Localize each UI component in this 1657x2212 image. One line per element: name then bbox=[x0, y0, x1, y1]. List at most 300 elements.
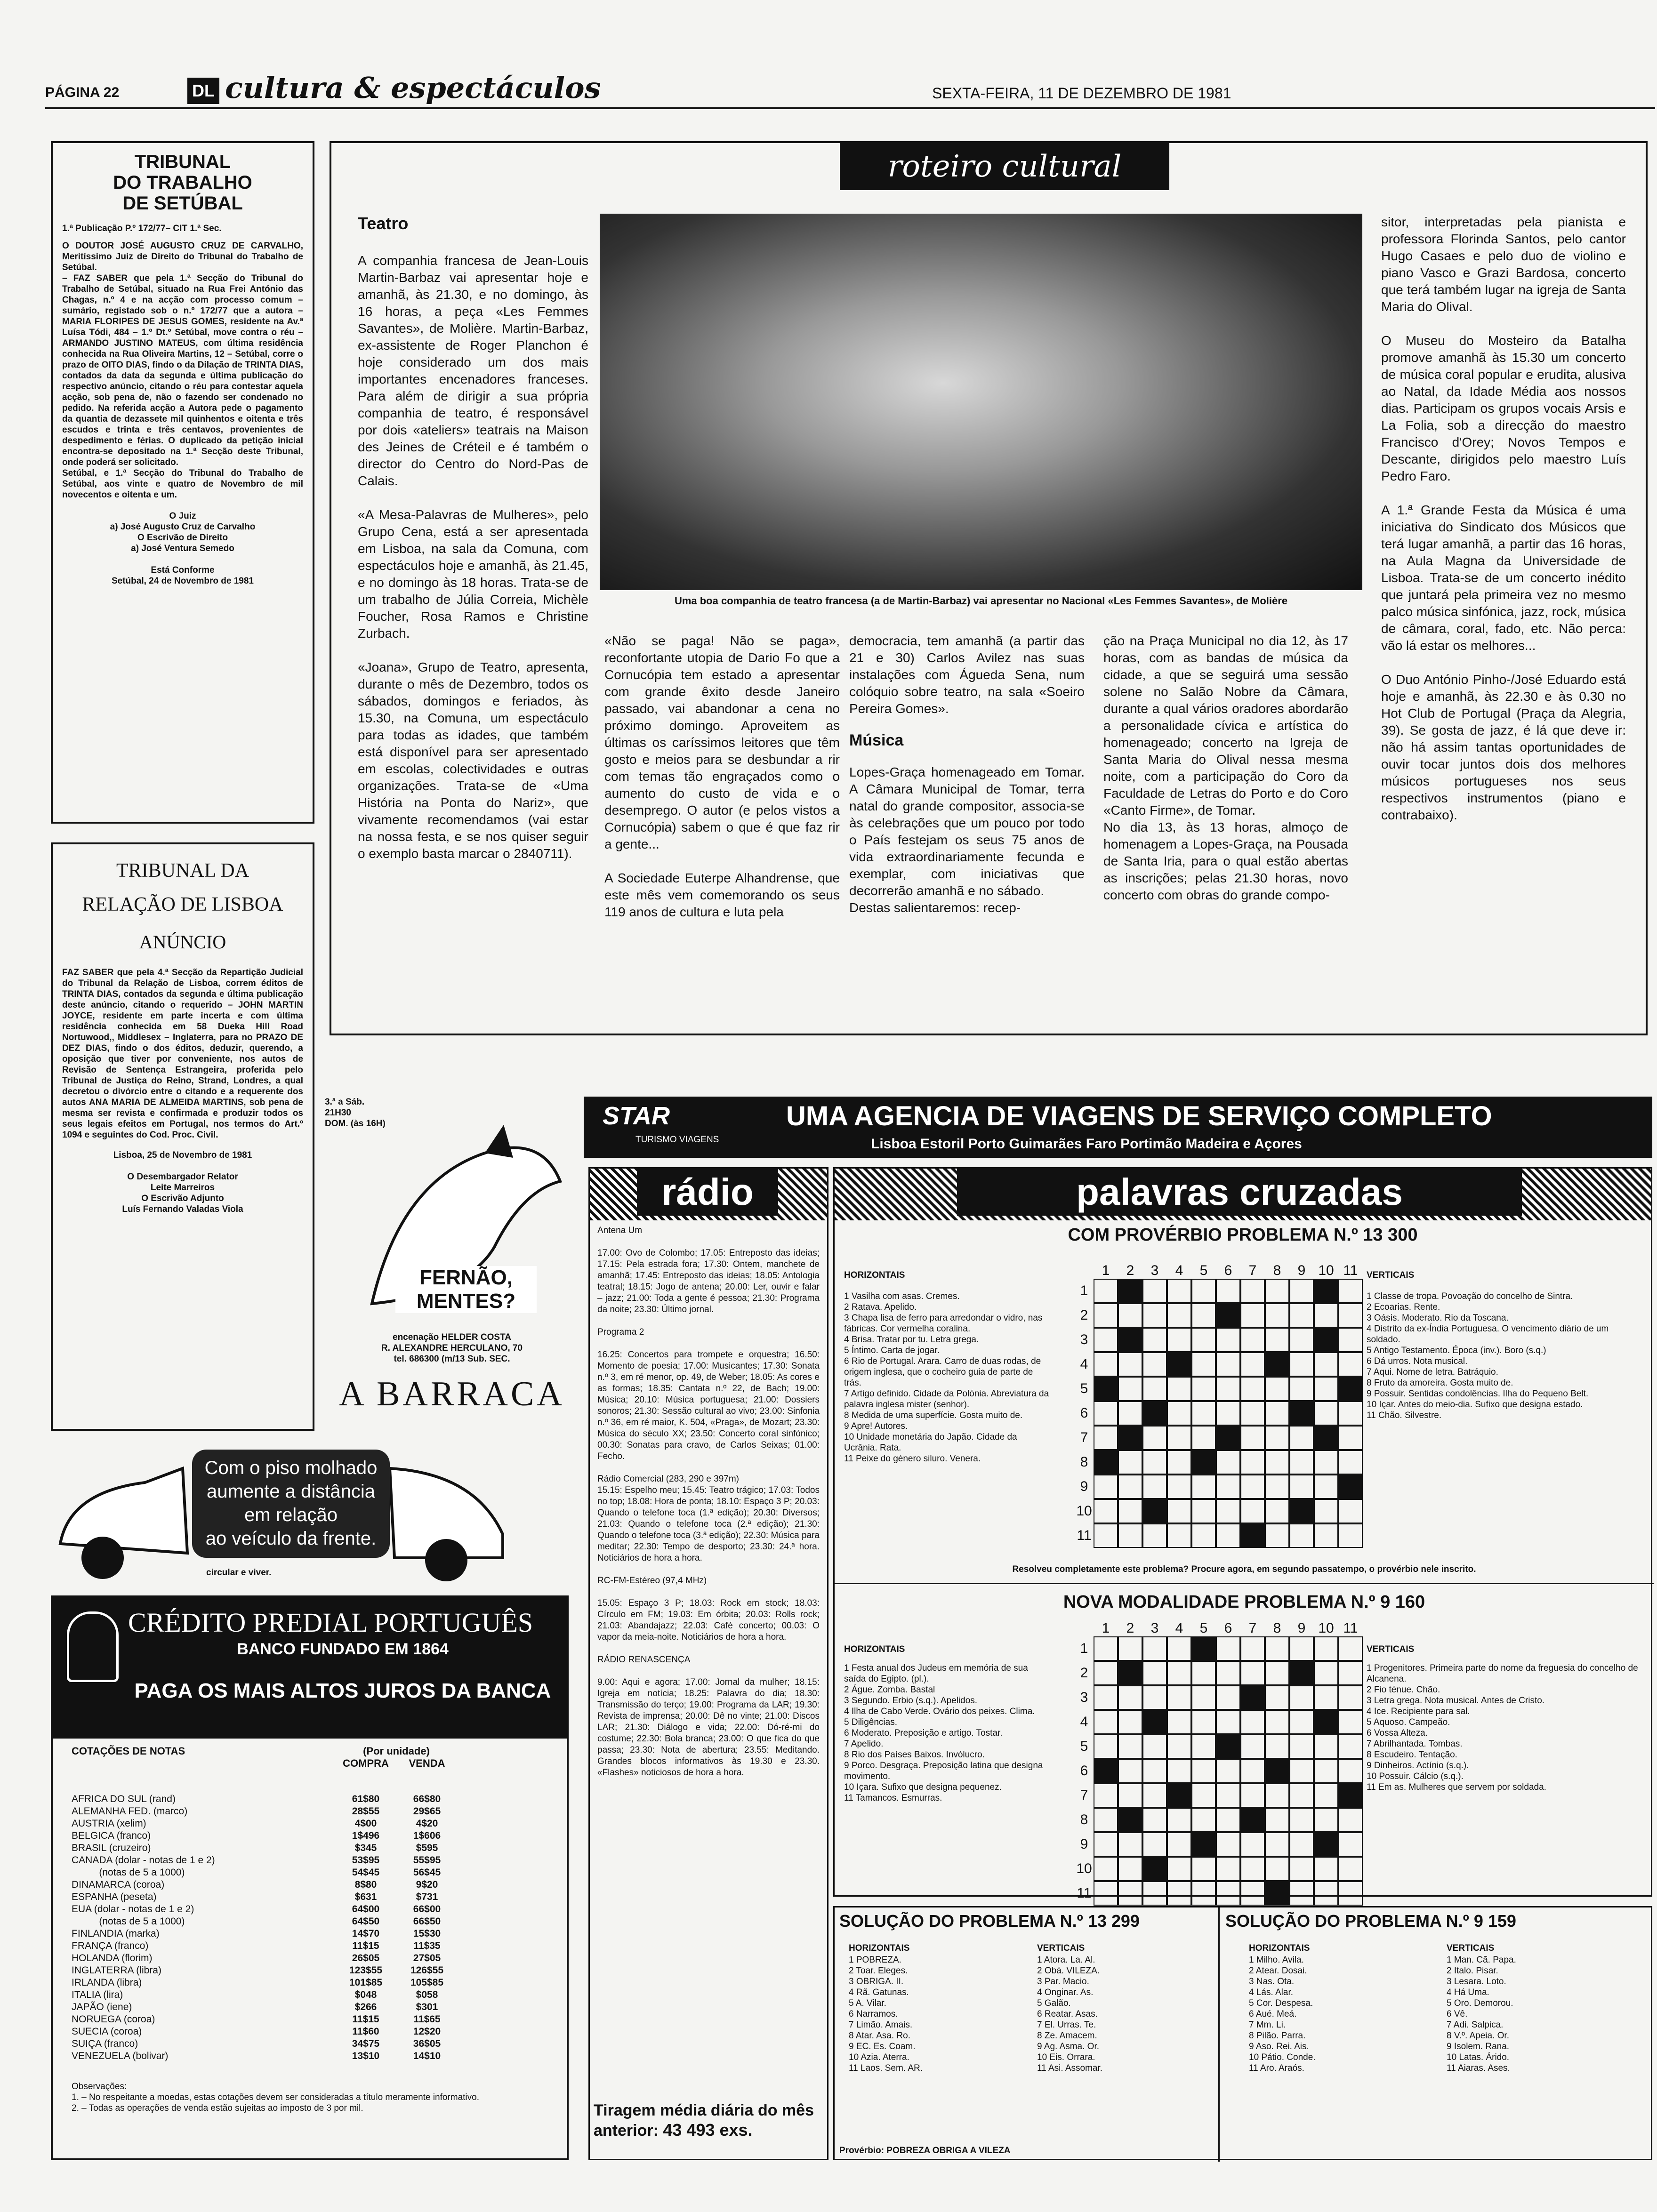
grid-cell[interactable] bbox=[1094, 1857, 1118, 1881]
grid-cell[interactable] bbox=[1289, 1303, 1314, 1328]
grid-cell[interactable] bbox=[1265, 1636, 1289, 1661]
grid-cell[interactable] bbox=[1265, 1499, 1289, 1523]
row-number: 10 bbox=[1076, 1503, 1092, 1519]
grid-cell[interactable] bbox=[1216, 1685, 1240, 1710]
notice-signature: Lisboa, 25 de Novembro de 1981 O Desembargador Relator Leite Marreiros O Escrivão Adjunto Luís Fernando Valadas Viola bbox=[113, 1150, 252, 1214]
table-unit: (Por unidade) bbox=[363, 1745, 430, 1757]
grid-cell[interactable] bbox=[1167, 1303, 1191, 1328]
grid-cell[interactable] bbox=[1142, 1303, 1167, 1328]
grid-cell[interactable] bbox=[1094, 1881, 1118, 1906]
grid-cell[interactable] bbox=[1142, 1636, 1167, 1661]
grid-cell[interactable] bbox=[1191, 1661, 1216, 1685]
grid-cell[interactable] bbox=[1118, 1685, 1142, 1710]
grid-cell[interactable] bbox=[1240, 1636, 1265, 1661]
grid-cell[interactable] bbox=[1118, 1832, 1142, 1857]
grid-cell[interactable] bbox=[1314, 1523, 1338, 1548]
grid-cell[interactable] bbox=[1216, 1636, 1240, 1661]
grid-cell[interactable] bbox=[1289, 1636, 1314, 1661]
grid-cell[interactable] bbox=[1167, 1426, 1191, 1450]
grid-cell[interactable] bbox=[1338, 1710, 1363, 1734]
grid-cell[interactable] bbox=[1314, 1661, 1338, 1685]
grid-cell[interactable] bbox=[1216, 1450, 1240, 1475]
grid-cell[interactable] bbox=[1240, 1328, 1265, 1352]
grid-cell[interactable] bbox=[1338, 1377, 1363, 1401]
grid-cell[interactable] bbox=[1118, 1759, 1142, 1783]
credito-predial-ad bbox=[51, 1595, 569, 2160]
grid-cell[interactable] bbox=[1118, 1401, 1142, 1426]
grid-cell[interactable] bbox=[1167, 1279, 1191, 1303]
grid-cell[interactable] bbox=[1338, 1475, 1363, 1499]
grid-cell[interactable] bbox=[1240, 1808, 1265, 1832]
grid-cell[interactable] bbox=[1094, 1636, 1118, 1661]
grid-cell[interactable] bbox=[1118, 1636, 1142, 1661]
sell-head: VENDA bbox=[409, 1757, 445, 1769]
grid-cell[interactable] bbox=[1118, 1426, 1142, 1450]
grid-cell[interactable] bbox=[1118, 1710, 1142, 1734]
grid-cell[interactable] bbox=[1142, 1685, 1167, 1710]
grid-cell[interactable] bbox=[1240, 1759, 1265, 1783]
grid-cell[interactable] bbox=[1118, 1303, 1142, 1328]
grid-cell[interactable] bbox=[1240, 1475, 1265, 1499]
grid-cell[interactable] bbox=[1289, 1401, 1314, 1426]
grid-cell[interactable] bbox=[1216, 1857, 1240, 1881]
grid-cell[interactable] bbox=[1094, 1401, 1118, 1426]
grid-cell[interactable] bbox=[1118, 1352, 1142, 1377]
grid-cell[interactable] bbox=[1265, 1377, 1289, 1401]
grid-cell[interactable] bbox=[1240, 1685, 1265, 1710]
sell-rate: 66$80 bbox=[413, 1794, 441, 1804]
grid-cell[interactable] bbox=[1289, 1499, 1314, 1523]
column-number: 9 bbox=[1297, 1263, 1306, 1278]
grid-cell[interactable] bbox=[1216, 1783, 1240, 1808]
grid-cell[interactable] bbox=[1240, 1352, 1265, 1377]
notice-signature: O Juiz a) José Augusto Cruz de Carvalho O Escrivão de Direito a) José Ventura Semedo Está Conforme Setúbal, 24 de Novembro de 1981 bbox=[110, 511, 256, 586]
grid-cell[interactable] bbox=[1338, 1808, 1363, 1832]
grid-cell[interactable] bbox=[1094, 1475, 1118, 1499]
grid-cell[interactable] bbox=[1094, 1328, 1118, 1352]
grid-cell[interactable] bbox=[1094, 1661, 1118, 1685]
grid-cell[interactable] bbox=[1338, 1759, 1363, 1783]
currency-name: (notas de 5 a 1000) bbox=[72, 1916, 185, 1927]
grid-cell[interactable] bbox=[1142, 1450, 1167, 1475]
grid-cell[interactable] bbox=[1314, 1450, 1338, 1475]
grid-cell[interactable] bbox=[1338, 1685, 1363, 1710]
grid-cell[interactable] bbox=[1191, 1759, 1216, 1783]
grid-cell[interactable] bbox=[1191, 1377, 1216, 1401]
grid-cell[interactable] bbox=[1265, 1759, 1289, 1783]
grid-cell[interactable] bbox=[1216, 1881, 1240, 1906]
currency-name: ESPANHA (peseta) bbox=[72, 1891, 157, 1902]
grid-cell[interactable] bbox=[1094, 1783, 1118, 1808]
grid-cell[interactable] bbox=[1191, 1279, 1216, 1303]
grid-cell[interactable] bbox=[1094, 1710, 1118, 1734]
grid-cell[interactable] bbox=[1314, 1881, 1338, 1906]
grid-cell[interactable] bbox=[1142, 1279, 1167, 1303]
bank-name: CRÉDITO PREDIAL PORTUGUÊS bbox=[128, 1607, 533, 1638]
problem2-heading: NOVA MODALIDADE PROBLEMA N.º 9 160 bbox=[1063, 1592, 1425, 1612]
grid-cell[interactable] bbox=[1240, 1303, 1265, 1328]
grid-cell[interactable] bbox=[1118, 1734, 1142, 1759]
grid-cell[interactable] bbox=[1314, 1499, 1338, 1523]
grid-cell[interactable] bbox=[1167, 1661, 1191, 1685]
grid-cell[interactable] bbox=[1314, 1401, 1338, 1426]
grid-cell[interactable] bbox=[1216, 1759, 1240, 1783]
grid-cell[interactable] bbox=[1289, 1475, 1314, 1499]
grid-cell[interactable] bbox=[1142, 1523, 1167, 1548]
grid-cell[interactable] bbox=[1338, 1401, 1363, 1426]
grid-cell[interactable] bbox=[1094, 1808, 1118, 1832]
grid-cell[interactable] bbox=[1191, 1636, 1216, 1661]
grid-cell[interactable] bbox=[1265, 1832, 1289, 1857]
page-date: SEXTA-FEIRA, 11 DE DEZEMBRO DE 1981 bbox=[932, 85, 1231, 102]
grid-cell[interactable] bbox=[1338, 1450, 1363, 1475]
grid-cell[interactable] bbox=[1142, 1783, 1167, 1808]
grid-cell[interactable] bbox=[1216, 1328, 1240, 1352]
grid-cell[interactable] bbox=[1338, 1499, 1363, 1523]
ad-line: em relação bbox=[244, 1505, 338, 1525]
grid-cell[interactable] bbox=[1191, 1832, 1216, 1857]
grid-cell[interactable] bbox=[1216, 1734, 1240, 1759]
bank-logo-icon bbox=[67, 1611, 119, 1682]
grid-cell[interactable] bbox=[1314, 1328, 1338, 1352]
grid-cell[interactable] bbox=[1142, 1710, 1167, 1734]
grid-cell[interactable] bbox=[1265, 1279, 1289, 1303]
grid-cell[interactable] bbox=[1265, 1303, 1289, 1328]
currency-name: IRLANDA (libra) bbox=[72, 1977, 142, 1988]
grid-cell[interactable] bbox=[1191, 1328, 1216, 1352]
grid-cell[interactable] bbox=[1240, 1279, 1265, 1303]
grid-cell[interactable] bbox=[1240, 1881, 1265, 1906]
grid-cell[interactable] bbox=[1314, 1734, 1338, 1759]
grid-cell[interactable] bbox=[1118, 1523, 1142, 1548]
grid-cell[interactable] bbox=[1338, 1783, 1363, 1808]
grid-cell[interactable] bbox=[1289, 1661, 1314, 1685]
buy-rate: 123$55 bbox=[349, 1965, 383, 1976]
grid-cell[interactable] bbox=[1338, 1661, 1363, 1685]
grid-cell[interactable] bbox=[1094, 1499, 1118, 1523]
crossword-title: palavras cruzadas bbox=[957, 1169, 1522, 1216]
s2-vert-head: VERTICAIS bbox=[1447, 1943, 1495, 1953]
grid-cell[interactable] bbox=[1289, 1759, 1314, 1783]
grid-cell[interactable] bbox=[1314, 1636, 1338, 1661]
grid-cell[interactable] bbox=[1142, 1857, 1167, 1881]
grid-cell[interactable] bbox=[1289, 1685, 1314, 1710]
grid-cell[interactable] bbox=[1314, 1377, 1338, 1401]
grid-cell[interactable] bbox=[1338, 1857, 1363, 1881]
row-number: 11 bbox=[1077, 1528, 1092, 1543]
grid-cell[interactable] bbox=[1167, 1475, 1191, 1499]
grid-cell[interactable] bbox=[1265, 1881, 1289, 1906]
section-logo: DL bbox=[187, 78, 219, 104]
grid-cell[interactable] bbox=[1216, 1279, 1240, 1303]
grid-cell[interactable] bbox=[1167, 1783, 1191, 1808]
row-number: 3 bbox=[1080, 1690, 1088, 1705]
rate-row bbox=[72, 2013, 548, 2026]
grid-cell[interactable] bbox=[1167, 1759, 1191, 1783]
grid-cell[interactable] bbox=[1216, 1661, 1240, 1685]
grid-cell[interactable] bbox=[1094, 1352, 1118, 1377]
grid-cell[interactable] bbox=[1142, 1734, 1167, 1759]
grid-cell[interactable] bbox=[1167, 1857, 1191, 1881]
grid-cell[interactable] bbox=[1118, 1377, 1142, 1401]
grid-cell[interactable] bbox=[1216, 1303, 1240, 1328]
grid-cell[interactable] bbox=[1216, 1523, 1240, 1548]
table-head: COTAÇÕES DE NOTAS bbox=[72, 1745, 185, 1757]
barraca-ad bbox=[325, 1097, 579, 1426]
column-number: 5 bbox=[1199, 1620, 1208, 1636]
grid-cell[interactable] bbox=[1240, 1450, 1265, 1475]
grid-cell[interactable] bbox=[1094, 1303, 1118, 1328]
grid-cell[interactable] bbox=[1167, 1808, 1191, 1832]
grid-cell[interactable] bbox=[1314, 1475, 1338, 1499]
grid-cell[interactable] bbox=[1338, 1523, 1363, 1548]
sell-rate: 14$10 bbox=[413, 2051, 441, 2061]
grid-cell[interactable] bbox=[1094, 1759, 1118, 1783]
grid-cell[interactable] bbox=[1338, 1426, 1363, 1450]
grid-cell[interactable] bbox=[1314, 1710, 1338, 1734]
grid-cell[interactable] bbox=[1265, 1328, 1289, 1352]
rate-row bbox=[72, 1879, 548, 1891]
grid-cell[interactable] bbox=[1191, 1734, 1216, 1759]
grid-cell[interactable] bbox=[1338, 1832, 1363, 1857]
grid-cell[interactable] bbox=[1314, 1426, 1338, 1450]
grid-cell[interactable] bbox=[1338, 1636, 1363, 1661]
grid-cell[interactable] bbox=[1142, 1499, 1167, 1523]
row-number: 3 bbox=[1080, 1332, 1088, 1347]
grid-cell[interactable] bbox=[1338, 1328, 1363, 1352]
grid-cell[interactable] bbox=[1314, 1685, 1338, 1710]
grid-cell[interactable] bbox=[1191, 1401, 1216, 1426]
grid-cell[interactable] bbox=[1191, 1475, 1216, 1499]
grid-cell[interactable] bbox=[1289, 1279, 1314, 1303]
grid-cell[interactable] bbox=[1167, 1450, 1191, 1475]
grid-cell[interactable] bbox=[1216, 1352, 1240, 1377]
grid-cell[interactable] bbox=[1167, 1710, 1191, 1734]
grid-cell[interactable] bbox=[1240, 1734, 1265, 1759]
grid-cell[interactable] bbox=[1167, 1377, 1191, 1401]
grid-cell[interactable] bbox=[1338, 1352, 1363, 1377]
grid-cell[interactable] bbox=[1216, 1808, 1240, 1832]
currency-name: SUIÇA (franco) bbox=[72, 2038, 138, 2049]
column-number: 10 bbox=[1318, 1263, 1334, 1278]
column-number: 8 bbox=[1273, 1620, 1281, 1636]
grid-cell[interactable] bbox=[1289, 1426, 1314, 1450]
grid-cell[interactable] bbox=[1167, 1328, 1191, 1352]
grid-cell[interactable] bbox=[1216, 1475, 1240, 1499]
sell-rate: 4$20 bbox=[416, 1818, 438, 1829]
buy-rate: $266 bbox=[354, 2002, 377, 2012]
grid-cell[interactable] bbox=[1142, 1352, 1167, 1377]
grid-cell[interactable] bbox=[1094, 1279, 1118, 1303]
grid-cell[interactable] bbox=[1142, 1808, 1167, 1832]
grid-cell[interactable] bbox=[1118, 1661, 1142, 1685]
grid-cell[interactable] bbox=[1289, 1352, 1314, 1377]
buy-rate: 61$80 bbox=[352, 1794, 380, 1804]
grid-cell[interactable] bbox=[1167, 1734, 1191, 1759]
grid-cell[interactable] bbox=[1118, 1857, 1142, 1881]
grid-cell[interactable] bbox=[1314, 1832, 1338, 1857]
grid-cell[interactable] bbox=[1216, 1832, 1240, 1857]
ad-message bbox=[192, 1450, 390, 1558]
sell-rate: $058 bbox=[416, 1989, 438, 2000]
column-number: 6 bbox=[1224, 1620, 1232, 1636]
grid-cell[interactable] bbox=[1118, 1783, 1142, 1808]
rates-list bbox=[72, 1793, 548, 2062]
grid-cell[interactable] bbox=[1265, 1710, 1289, 1734]
grid-cell[interactable] bbox=[1142, 1881, 1167, 1906]
exchange-table bbox=[53, 1739, 567, 2114]
grid-cell[interactable] bbox=[1265, 1450, 1289, 1475]
grid-cell[interactable] bbox=[1191, 1783, 1216, 1808]
buy-rate: 64$50 bbox=[352, 1916, 380, 1927]
row-number: 1 bbox=[1080, 1283, 1088, 1298]
grid-cell[interactable] bbox=[1314, 1808, 1338, 1832]
grid-cell[interactable] bbox=[1265, 1685, 1289, 1710]
grid-cell[interactable] bbox=[1191, 1450, 1216, 1475]
grid-cell[interactable] bbox=[1240, 1401, 1265, 1426]
grid-cell[interactable] bbox=[1338, 1303, 1363, 1328]
grid-cell[interactable] bbox=[1289, 1328, 1314, 1352]
grid-cell[interactable] bbox=[1118, 1450, 1142, 1475]
grid-cell[interactable] bbox=[1289, 1832, 1314, 1857]
row-number: 11 bbox=[1077, 1885, 1092, 1901]
grid-cell[interactable] bbox=[1265, 1426, 1289, 1450]
grid-cell[interactable] bbox=[1167, 1636, 1191, 1661]
grid-cell[interactable] bbox=[1142, 1475, 1167, 1499]
grid-cell[interactable] bbox=[1191, 1857, 1216, 1881]
grid-cell[interactable] bbox=[1142, 1832, 1167, 1857]
currency-name: VENEZUELA (bolivar) bbox=[72, 2051, 169, 2061]
grid-cell[interactable] bbox=[1240, 1426, 1265, 1450]
grid-cell[interactable] bbox=[1216, 1401, 1240, 1426]
grid-cell[interactable] bbox=[1142, 1377, 1167, 1401]
grid-cell[interactable] bbox=[1338, 1881, 1363, 1906]
grid-cell[interactable] bbox=[1216, 1426, 1240, 1450]
rate-row bbox=[72, 1867, 548, 1879]
grid-cell[interactable] bbox=[1167, 1881, 1191, 1906]
grid-cell[interactable] bbox=[1265, 1808, 1289, 1832]
grid-cell[interactable] bbox=[1167, 1401, 1191, 1426]
grid-cell[interactable] bbox=[1289, 1523, 1314, 1548]
sell-rate: $731 bbox=[416, 1891, 438, 1902]
column-number: 5 bbox=[1199, 1263, 1208, 1278]
grid-cell[interactable] bbox=[1265, 1734, 1289, 1759]
grid-cell[interactable] bbox=[1240, 1377, 1265, 1401]
grid-cell[interactable] bbox=[1289, 1734, 1314, 1759]
grid-cell[interactable] bbox=[1216, 1710, 1240, 1734]
grid-cell[interactable] bbox=[1338, 1279, 1363, 1303]
grid-cell[interactable] bbox=[1094, 1377, 1118, 1401]
grid-cell[interactable] bbox=[1118, 1475, 1142, 1499]
grid-cell[interactable] bbox=[1314, 1759, 1338, 1783]
grid-cell[interactable] bbox=[1191, 1685, 1216, 1710]
grid-cell[interactable] bbox=[1314, 1352, 1338, 1377]
grid-cell[interactable] bbox=[1289, 1710, 1314, 1734]
grid-cell[interactable] bbox=[1265, 1401, 1289, 1426]
grid-cell[interactable] bbox=[1265, 1783, 1289, 1808]
grid-cell[interactable] bbox=[1191, 1710, 1216, 1734]
grid-cell[interactable] bbox=[1338, 1734, 1363, 1759]
road-safety-ad bbox=[51, 1440, 522, 1581]
grid-cell[interactable] bbox=[1191, 1352, 1216, 1377]
grid-cell[interactable] bbox=[1289, 1377, 1314, 1401]
buy-rate: $631 bbox=[354, 1891, 377, 1902]
grid-cell[interactable] bbox=[1289, 1450, 1314, 1475]
grid-cell[interactable] bbox=[1240, 1710, 1265, 1734]
grid-cell[interactable] bbox=[1118, 1499, 1142, 1523]
grid-cell[interactable] bbox=[1118, 1279, 1142, 1303]
tribunal-lisboa-notice bbox=[51, 842, 314, 1431]
grid-cell[interactable] bbox=[1265, 1857, 1289, 1881]
grid-cell[interactable] bbox=[1094, 1426, 1118, 1450]
grid-cell[interactable] bbox=[1142, 1401, 1167, 1426]
currency-name: NORUEGA (coroa) bbox=[72, 2014, 155, 2025]
grid-cell[interactable] bbox=[1118, 1328, 1142, 1352]
grid-cell[interactable] bbox=[1240, 1783, 1265, 1808]
section-title: cultura & espectáculos bbox=[225, 71, 601, 105]
grid-cell[interactable] bbox=[1094, 1685, 1118, 1710]
grid-cell[interactable] bbox=[1314, 1303, 1338, 1328]
grid-cell[interactable] bbox=[1167, 1832, 1191, 1857]
grid-cell[interactable] bbox=[1094, 1523, 1118, 1548]
grid-cell[interactable] bbox=[1289, 1857, 1314, 1881]
grid-cell[interactable] bbox=[1314, 1783, 1338, 1808]
grid-cell[interactable] bbox=[1265, 1661, 1289, 1685]
grid-cell[interactable] bbox=[1240, 1832, 1265, 1857]
grid-cell[interactable] bbox=[1118, 1881, 1142, 1906]
grid-cell[interactable] bbox=[1191, 1426, 1216, 1450]
grid-cell[interactable] bbox=[1142, 1759, 1167, 1783]
grid-cell[interactable] bbox=[1118, 1808, 1142, 1832]
grid-cell[interactable] bbox=[1265, 1352, 1289, 1377]
grid-cell[interactable] bbox=[1240, 1499, 1265, 1523]
grid-cell[interactable] bbox=[1094, 1832, 1118, 1857]
tribunal-setubal-notice bbox=[51, 141, 314, 824]
grid-cell[interactable] bbox=[1094, 1734, 1118, 1759]
grid-cell[interactable] bbox=[1191, 1303, 1216, 1328]
grid-cell[interactable] bbox=[1265, 1523, 1289, 1548]
grid-cell[interactable] bbox=[1289, 1808, 1314, 1832]
grid-cell[interactable] bbox=[1289, 1783, 1314, 1808]
rate-row bbox=[72, 2001, 548, 2013]
grid-cell[interactable] bbox=[1142, 1661, 1167, 1685]
grid-cell[interactable] bbox=[1314, 1279, 1338, 1303]
theatre-photo bbox=[600, 214, 1362, 590]
grid-cell[interactable] bbox=[1216, 1499, 1240, 1523]
grid-cell[interactable] bbox=[1314, 1857, 1338, 1881]
p2-horizontals: 1 Festa anual dos Judeus em memória de sua saída do Egipto. (pl.). 2 Águe. Zomba. Bastal 3 Segundo. Erbio (s.q.). Apelidos. 4 Ilha de Cabo Verde. Ovário dos peixes. Clima. 5 Diligências. 6 Moderato. Preposição e artigo. Tostar. 7 Apelido. 8 Rio dos Países Baixos. Invólucro. 9 Porco. Desgraça. Preposição latina que designa movimento. 10 Içara. Sufixo que designa pequenez. 11 Tamancos. Esmurras. bbox=[844, 1663, 1043, 1803]
grid-cell[interactable] bbox=[1240, 1857, 1265, 1881]
grid-cell[interactable] bbox=[1167, 1352, 1191, 1377]
grid-cell[interactable] bbox=[1216, 1377, 1240, 1401]
grid-cell[interactable] bbox=[1142, 1328, 1167, 1352]
grid-cell[interactable] bbox=[1240, 1661, 1265, 1685]
grid-cell[interactable] bbox=[1142, 1426, 1167, 1450]
currency-name: SUECIA (coroa) bbox=[72, 2026, 142, 2037]
grid-cell[interactable] bbox=[1094, 1450, 1118, 1475]
grid-cell[interactable] bbox=[1289, 1881, 1314, 1906]
grid-cell[interactable] bbox=[1191, 1499, 1216, 1523]
grid-cell[interactable] bbox=[1167, 1523, 1191, 1548]
grid-cell[interactable] bbox=[1167, 1499, 1191, 1523]
grid-cell[interactable] bbox=[1265, 1475, 1289, 1499]
grid-cell[interactable] bbox=[1167, 1685, 1191, 1710]
grid-cell[interactable] bbox=[1191, 1523, 1216, 1548]
currency-name: AUSTRIA (xelim) bbox=[72, 1818, 146, 1829]
grid-cell[interactable] bbox=[1191, 1881, 1216, 1906]
grid-cell[interactable] bbox=[1191, 1808, 1216, 1832]
grid-cell[interactable] bbox=[1240, 1523, 1265, 1548]
